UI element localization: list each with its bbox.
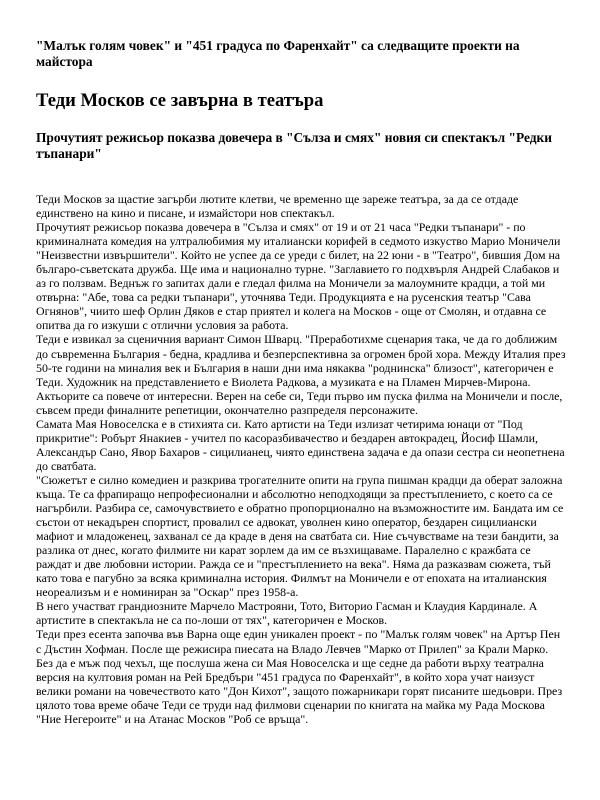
- body-paragraph: Теди през есента започва във Варна още един уникален проект - по "Малък голям човек" на Артър Пен с Дъстин Хофман. После ще режисира пиесата на Владо Левчев "Марко от Прилеп" за Крали Марко.: [36, 627, 561, 656]
- body-paragraph: Теди е извикал за сценичния вариант Симон Шварц. "Преработихме сценария така, че да го доближим до съвременна България - бедна, крадлива и безперспективна за огромен брой хора. Между Италия през 50-те години на миналия век и България в наши дни има някаква "роднинска" близост", категоричен е Теди. Художник на представлението е Виолета Радкова, а музиката е на Пламен Мирчев-Мирона. Актьорите са повече от интересни. Верен на себе си, Теди първо им пуска филма на Моничели и после, съвсем преди финалните репетиции, окончателно разпределя персонажите.: [36, 332, 566, 417]
- body-paragraph: Прочутият режисьор показва довечера в "Сълза и смях" от 19 и от 21 часа "Редки тъпанари" - по криминалната комедия на ултралюбимия му италиански корифей в седмото изкуство Марио Моничели "Неизвестни извършители". Който не успее да се уреди с билет, на 22 юни - в "Театро", бившия Дом на българо-съветската дружба. Ще има и национално турне. "Заглавието го подхвърля Андрей Слабаков и аз го ползвам. Веднъж го запитах дали е гледал филма на Моничели за малоумните крадци, а той ми отвърна: "Абе, това са редки тъпанари", уточнява Теди. Продукцията е на русенския театър "Сава Огнянов", чиито шеф Орлин Дяков е стар приятел и колега на Москов - още от Смолян, и отдавна се опитва да го изкуши с отлични условия за работа.: [36, 220, 561, 333]
- article: [36, 38, 566, 726]
- body-paragraph: В него участват грандиозните Марчело Мастрояни, Тото, Виторио Гасман и Клаудия Кардинале. А артистите в спектакъла не са по-лоши от тях", категоричен е Москов.: [36, 599, 538, 628]
- body-paragraph: Без да е мъж под чехъл, ще послуша жена си Мая Новоселска и ще седне да работи върху театрална версия на култовия роман на Рей Бредбъри "451 градуса по Фаренхайт", в който хора учат наизуст велики романи на човечеството като "Дон Кихот", защото пожарникари горят писаните шедьоври. През цялото това време обаче Теди се труди над филмови сценарии по книгата на майка му Рада Москова "Ние Негероите" и на Атанас Москов "Роб се връща".: [36, 655, 563, 726]
- body-paragraph: "Сюжетът е силно комедиен и разкрива трогателните опити на група пишман крадци да оберат заложна къща. Те са фрапиращо непрофесионални и абсолютно неподходящи за престъплението, с което са се нагърбили. Разбира се, самочувствието е обратно пропорционално на възможностите им. Бандата им се състои от некадърен спортист, провалил се адвокат, уволнен кино оператор, бездарен сицилиански мафиот и младоженец, захванал се да краде в деня на сватбата си. Ние съчувстваме на тези бандити, за разлика от днес, когато филмите ни карат зорлем да им се възхищаваме. Паралелно с кражбата се раждат и две любовни истории. Ражда се и "престъплението на века". Няма да разказвам сюжета, тъй като това е пагубно за всяка криминална история. Филмът на Моничели е от епохата на италианския неореализъм и е номиниран за "Оскар" през 1958-а.: [36, 472, 564, 600]
- article-kicker: "Малък голям човек" и "451 градуса по Фаренхайт" са следващите проекти на майстора: [36, 38, 520, 69]
- article-headline: Теди Москов се завърна в театъра: [36, 90, 324, 111]
- article-body: [36, 192, 566, 726]
- article-subheadline: Прочутият режисьор показва довечера в "Сълза и смях" новия си спектакъл "Редки тъпанари": [36, 130, 552, 161]
- body-paragraph: Теди Москов за щастие загърби лютите клетви, че временно ще зареже театъра, за да се отдаде единствено на кино и писане, и измайстори нов спектакъл.: [36, 192, 519, 221]
- body-paragraph: Самата Мая Новоселска е в стихията си. Като артисти на Теди излизат четирима юнаци от "Под прикритие": Робърт Янакиев - учител по касоразбивачество и бездарен автокрадец, Йосиф Шамли, Александър Сано, Явор Бахаров - сицилианец, чиято единствена задача е да опази сестра си неопетнена до сватбата.: [36, 416, 565, 473]
